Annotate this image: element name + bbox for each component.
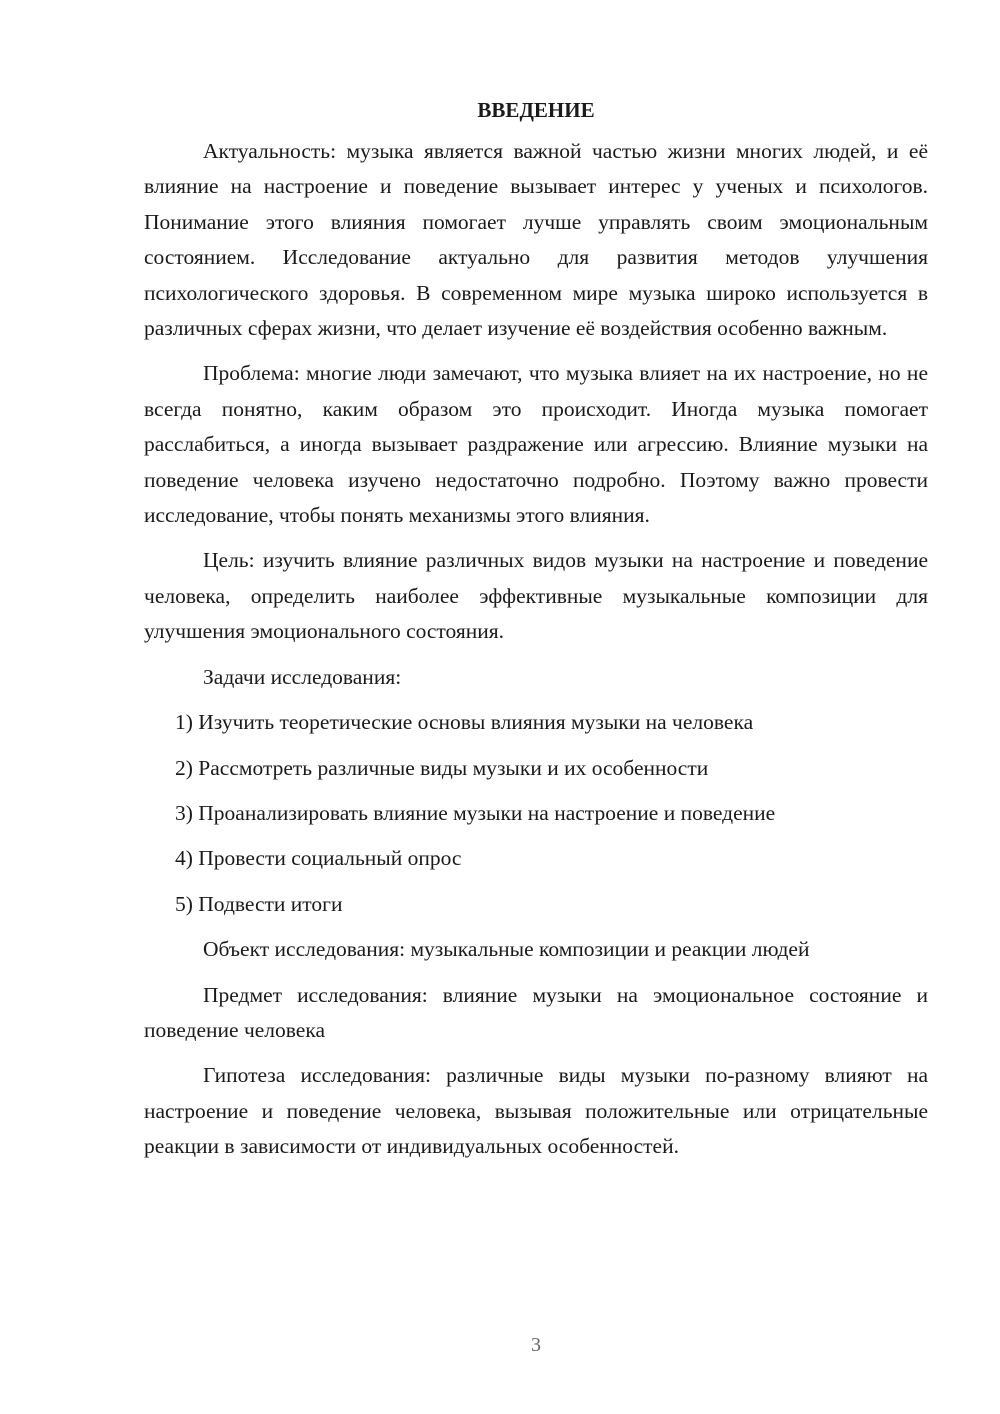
page-title: ВВЕДЕНИЕ xyxy=(477,98,595,122)
goal-paragraph: Цель: изучить влияние различных видов музыки на настроение и поведение человека, определить наиболее эффективные музыкальные композиции для улучшения эмоционального состояния. xyxy=(144,548,928,644)
hypothesis-paragraph: Гипотеза исследования: различные виды музыки по-разному влияют на настроение и поведение человека, вызывая положительные или отрицательные реакции в зависимости от индивидуальных особенностей. xyxy=(144,1063,928,1159)
object-paragraph: Объект исследования: музыкальные композиции и реакции людей xyxy=(203,937,810,962)
list-item: 1) Изучить теоретические основы влияния музыки на человека xyxy=(175,710,754,735)
list-item: 5) Подвести итоги xyxy=(175,891,343,916)
document-page xyxy=(144,94,928,1175)
relevance-paragraph: Актуальность: музыка является важной частью жизни многих людей, и её влияние на настроение и поведение вызывает интерес у ученых и психологов. Понимание этого влияния помогает лучше управлять своим эмоциональным состоянием. Исследование актуально для развития методов улучшения психологического здоровья. В современном мире музыка широко используется в различных сферах жизни, что делает изучение её воздействия особенно важным. xyxy=(144,139,928,341)
problem-paragraph: Проблема: многие люди замечают, что музыка влияет на их настроение, но не всегда понятно, каким образом это происходит. Иногда музыка помогает расслабиться, а иногда вызывает раздражение или агрессию. Влияние музыки на поведение человека изучено недостаточно подробно. Поэтому важно провести исследование, чтобы понять механизмы этого влияния. xyxy=(144,361,928,528)
list-item: 2) Рассмотреть различные виды музыки и их особенности xyxy=(175,755,709,780)
page-number: 3 xyxy=(531,1334,541,1356)
tasks-title: Задачи исследования: xyxy=(203,664,402,689)
subject-paragraph: Предмет исследования: влияние музыки на эмоциональное состояние и поведение человека xyxy=(144,982,928,1042)
list-item: 4) Провести социальный опрос xyxy=(175,846,462,871)
task-list xyxy=(144,705,928,922)
list-item: 3) Проанализировать влияние музыки на настроение и поведение xyxy=(175,800,776,825)
